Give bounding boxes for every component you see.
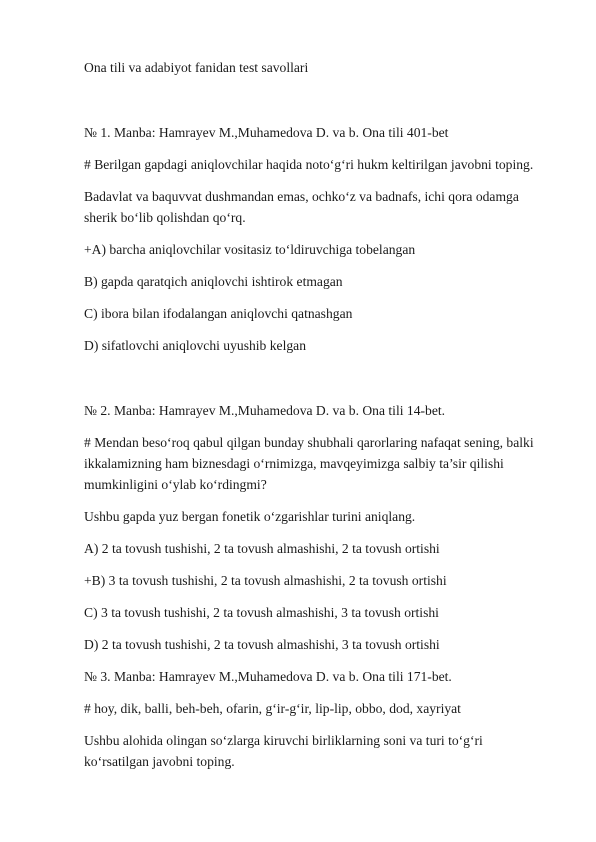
- question-2-header: № 2. Manba: Hamrayev M.,Muhamedova D. va b. Ona tili 14-bet.: [84, 403, 446, 418]
- question-1-option-d: D) sifatlovchi aniqlovchi uyushib kelgan: [84, 338, 306, 353]
- question-3-prompt: # hoy, dik, balli, beh-beh, ofarin, g‘ir-g‘ir, lip-lip, obbo, dod, xayriyat: [84, 701, 461, 716]
- document-title: Ona tili va adabiyot fanidan test savollari: [84, 60, 309, 75]
- document-page: [84, 0, 544, 842]
- question-1-prompt: # Berilgan gapdagi aniqlovchilar haqida noto‘g‘ri hukm keltirilgan javobni toping.: [84, 157, 534, 172]
- question-1-context-line-2: sherik bo‘lib qolishdan qo‘rq.: [84, 210, 246, 225]
- question-3-instruction-line-1: Ushbu alohida olingan so‘zlarga kiruvchi birliklarning soni va turi to‘g‘ri: [84, 733, 483, 748]
- question-1-option-c: C) ibora bilan ifodalangan aniqlovchi qatnashgan: [84, 306, 353, 321]
- question-3-header: № 3. Manba: Hamrayev M.,Muhamedova D. va b. Ona tili 171-bet.: [84, 669, 452, 684]
- question-2-option-c: C) 3 ta tovush tushishi, 2 ta tovush almashishi, 3 ta tovush ortishi: [84, 605, 439, 620]
- question-2-option-b: +B) 3 ta tovush tushishi, 2 ta tovush almashishi, 2 ta tovush ortishi: [84, 573, 447, 588]
- question-1-header: № 1. Manba: Hamrayev M.,Muhamedova D. va b. Ona tili 401-bet: [84, 125, 449, 140]
- question-2-option-a: A) 2 ta tovush tushishi, 2 ta tovush almashishi, 2 ta tovush ortishi: [84, 541, 440, 556]
- question-2-prompt-line-2: ikkalamizning ham biznesdagi o‘rnimizga, mavqeyimizga salbiy ta’sir qilishi: [84, 456, 504, 471]
- question-2-instruction: Ushbu gapda yuz bergan fonetik o‘zgarishlar turini aniqlang.: [84, 509, 416, 524]
- question-2-prompt-line-3: mumkinligini o‘ylab ko‘rdingmi?: [84, 477, 267, 492]
- question-3-instruction-line-2: ko‘rsatilgan javobni toping.: [84, 754, 235, 769]
- question-2-option-d: D) 2 ta tovush tushishi, 2 ta tovush almashishi, 3 ta tovush ortishi: [84, 637, 440, 652]
- question-1-option-b: B) gapda qaratqich aniqlovchi ishtirok etmagan: [84, 274, 343, 289]
- question-1-context-line-1: Badavlat va baquvvat dushmandan emas, ochko‘z va badnafs, ichi qora odamga: [84, 189, 519, 204]
- question-1-option-a: +A) barcha aniqlovchilar vositasiz to‘ldiruvchiga tobelangan: [84, 242, 416, 257]
- question-2-prompt-line-1: # Mendan beso‘roq qabul qilgan bunday shubhali qarorlaring nafaqat sening, balki: [84, 435, 534, 450]
